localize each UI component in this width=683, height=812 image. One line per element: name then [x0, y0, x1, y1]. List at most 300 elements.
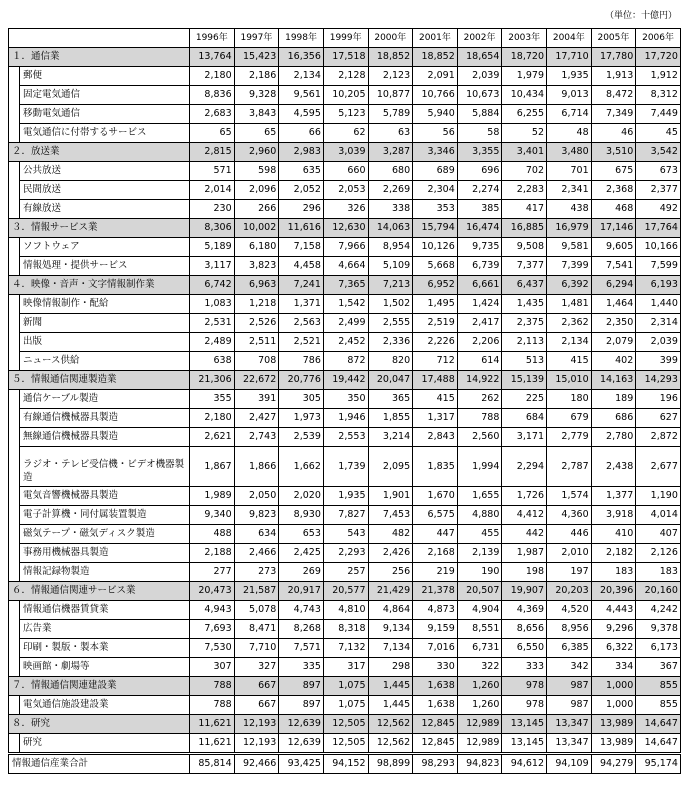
subcategory-row — [9, 105, 681, 124]
value-cell: 18,852 — [413, 48, 458, 67]
value-cell: 18,654 — [457, 48, 502, 67]
value-cell: 21,306 — [190, 371, 235, 390]
value-cell: 8,656 — [502, 620, 547, 639]
subcategory-row — [9, 333, 681, 352]
value-cell: 15,010 — [547, 371, 592, 390]
year-header: 2005年 — [591, 29, 636, 48]
year-header: 2000年 — [368, 29, 413, 48]
value-cell: 2,375 — [502, 314, 547, 333]
value-cell: 13,347 — [547, 734, 592, 754]
value-cell: 410 — [591, 525, 636, 544]
value-cell: 442 — [502, 525, 547, 544]
value-cell: 987 — [547, 677, 592, 696]
value-cell: 689 — [413, 162, 458, 181]
value-cell: 20,917 — [279, 582, 324, 601]
value-cell: 6,739 — [457, 257, 502, 276]
row-label: ３．情報サービス業 — [9, 219, 190, 238]
subcategory-row — [9, 238, 681, 257]
value-cell: 872 — [323, 352, 368, 371]
row-label: ４．映像・音声・文字情報制作業 — [9, 276, 190, 295]
category-row — [9, 582, 681, 601]
value-cell: 12,989 — [457, 715, 502, 734]
value-cell: 1,726 — [502, 487, 547, 506]
header-blank-cell — [9, 29, 190, 48]
value-cell: 269 — [279, 563, 324, 582]
value-cell: 5,123 — [323, 105, 368, 124]
value-cell: 6,742 — [190, 276, 235, 295]
value-cell: 3,287 — [368, 143, 413, 162]
value-cell: 14,163 — [591, 371, 636, 390]
value-cell: 468 — [591, 200, 636, 219]
value-cell: 298 — [368, 658, 413, 677]
value-cell: 1,260 — [457, 677, 502, 696]
value-cell: 8,318 — [323, 620, 368, 639]
value-cell: 2,539 — [279, 428, 324, 447]
value-cell: 614 — [457, 352, 502, 371]
category-row — [9, 48, 681, 67]
value-cell: 987 — [547, 696, 592, 715]
value-cell: 17,780 — [591, 48, 636, 67]
value-cell: 1,075 — [323, 696, 368, 715]
indent-cell — [9, 601, 20, 620]
value-cell: 820 — [368, 352, 413, 371]
subcategory-row — [9, 314, 681, 333]
value-cell: 2,126 — [636, 544, 681, 563]
value-cell: 13,764 — [190, 48, 235, 67]
value-cell: 45 — [636, 124, 681, 143]
row-label: 民間放送 — [20, 181, 190, 200]
value-cell: 190 — [457, 563, 502, 582]
subcategory-row — [9, 544, 681, 563]
row-label: 事務用機械器具製造 — [20, 544, 190, 563]
value-cell: 4,014 — [636, 506, 681, 525]
value-cell: 2,555 — [368, 314, 413, 333]
value-cell: 4,520 — [547, 601, 592, 620]
value-cell: 1,424 — [457, 295, 502, 314]
subcategory-row — [9, 620, 681, 639]
value-cell: 673 — [636, 162, 681, 181]
value-cell: 4,743 — [279, 601, 324, 620]
indent-cell — [9, 658, 20, 677]
value-cell: 14,293 — [636, 371, 681, 390]
value-cell: 1,190 — [636, 487, 681, 506]
value-cell: 7,349 — [591, 105, 636, 124]
value-cell: 12,505 — [323, 734, 368, 754]
category-row — [9, 219, 681, 238]
value-cell: 6,385 — [547, 639, 592, 658]
value-cell: 2,362 — [547, 314, 592, 333]
value-cell: 2,787 — [547, 447, 592, 487]
value-cell: 598 — [234, 162, 279, 181]
value-cell: 9,296 — [591, 620, 636, 639]
value-cell: 230 — [190, 200, 235, 219]
row-label: ラジオ・テレビ受信機・ビデオ機器製造 — [20, 447, 190, 487]
value-cell: 21,429 — [368, 582, 413, 601]
value-cell: 355 — [190, 390, 235, 409]
value-cell: 7,693 — [190, 620, 235, 639]
value-cell: 2,426 — [368, 544, 413, 563]
row-label: 電子計算機・同付属装置製造 — [20, 506, 190, 525]
value-cell: 335 — [279, 658, 324, 677]
year-header: 2002年 — [457, 29, 502, 48]
year-header: 2006年 — [636, 29, 681, 48]
value-cell: 788 — [190, 696, 235, 715]
row-label: ニュース供給 — [20, 352, 190, 371]
value-cell: 10,126 — [413, 238, 458, 257]
value-cell: 342 — [547, 658, 592, 677]
value-cell: 65 — [190, 124, 235, 143]
value-cell: 2,134 — [279, 67, 324, 86]
value-cell: 17,518 — [323, 48, 368, 67]
value-cell: 2,341 — [547, 181, 592, 200]
value-cell: 4,904 — [457, 601, 502, 620]
value-cell: 1,000 — [591, 696, 636, 715]
year-header: 1998年 — [279, 29, 324, 48]
value-cell: 17,720 — [636, 48, 681, 67]
subcategory-row — [9, 67, 681, 86]
value-cell: 266 — [234, 200, 279, 219]
value-cell: 2,960 — [234, 143, 279, 162]
value-cell: 180 — [547, 390, 592, 409]
value-cell: 1,670 — [413, 487, 458, 506]
value-cell: 3,039 — [323, 143, 368, 162]
row-label: 情報処理・提供サービス — [20, 257, 190, 276]
value-cell: 571 — [190, 162, 235, 181]
value-cell: 16,885 — [502, 219, 547, 238]
value-cell: 8,836 — [190, 86, 235, 105]
subcategory-row — [9, 181, 681, 200]
row-label: 新聞 — [20, 314, 190, 333]
value-cell: 7,134 — [368, 639, 413, 658]
value-cell: 98,293 — [413, 754, 458, 774]
value-cell: 85,814 — [190, 754, 235, 774]
value-cell: 338 — [368, 200, 413, 219]
row-label: 出版 — [20, 333, 190, 352]
value-cell: 94,823 — [457, 754, 502, 774]
value-cell: 712 — [413, 352, 458, 371]
value-cell: 367 — [636, 658, 681, 677]
category-row — [9, 715, 681, 734]
value-cell: 2,526 — [234, 314, 279, 333]
value-cell: 2,780 — [591, 428, 636, 447]
value-cell: 62 — [323, 124, 368, 143]
value-cell: 667 — [234, 677, 279, 696]
row-label: 磁気テープ・磁気ディスク製造 — [20, 525, 190, 544]
value-cell: 5,940 — [413, 105, 458, 124]
value-cell: 277 — [190, 563, 235, 582]
value-cell: 3,823 — [234, 257, 279, 276]
value-cell: 21,378 — [413, 582, 458, 601]
value-cell: 402 — [591, 352, 636, 371]
value-cell: 225 — [502, 390, 547, 409]
value-cell: 2,186 — [234, 67, 279, 86]
value-cell: 407 — [636, 525, 681, 544]
value-cell: 12,989 — [457, 734, 502, 754]
value-cell: 7,241 — [279, 276, 324, 295]
value-cell: 94,152 — [323, 754, 368, 774]
value-cell: 2,014 — [190, 181, 235, 200]
value-cell: 978 — [502, 677, 547, 696]
value-cell: 2,438 — [591, 447, 636, 487]
subcategory-row — [9, 162, 681, 181]
value-cell: 20,396 — [591, 582, 636, 601]
value-cell: 438 — [547, 200, 592, 219]
value-cell: 446 — [547, 525, 592, 544]
value-cell: 22,672 — [234, 371, 279, 390]
value-cell: 12,639 — [279, 734, 324, 754]
row-label: 情報通信機器賃貸業 — [20, 601, 190, 620]
value-cell: 183 — [591, 563, 636, 582]
value-cell: 196 — [636, 390, 681, 409]
subcategory-row — [9, 428, 681, 447]
category-row — [9, 677, 681, 696]
row-label: 電気通信に付帯するサービス — [20, 124, 190, 143]
industry-output-table — [8, 28, 681, 774]
subcategory-row — [9, 658, 681, 677]
value-cell: 20,160 — [636, 582, 681, 601]
header-row — [9, 29, 681, 48]
value-cell: 2,283 — [502, 181, 547, 200]
value-cell: 417 — [502, 200, 547, 219]
value-cell: 94,612 — [502, 754, 547, 774]
value-cell: 9,561 — [279, 86, 324, 105]
value-cell: 322 — [457, 658, 502, 677]
value-cell: 2,336 — [368, 333, 413, 352]
value-cell: 653 — [279, 525, 324, 544]
value-cell: 2,269 — [368, 181, 413, 200]
row-label: 通信ケーブル製造 — [20, 390, 190, 409]
value-cell: 13,347 — [547, 715, 592, 734]
value-cell: 2,274 — [457, 181, 502, 200]
value-cell: 482 — [368, 525, 413, 544]
value-cell: 1,855 — [368, 409, 413, 428]
value-cell: 7,966 — [323, 238, 368, 257]
value-cell: 1,218 — [234, 295, 279, 314]
value-cell: 17,146 — [591, 219, 636, 238]
value-cell: 15,423 — [234, 48, 279, 67]
value-cell: 2,621 — [190, 428, 235, 447]
subcategory-row — [9, 447, 681, 487]
value-cell: 2,039 — [636, 333, 681, 352]
value-cell: 257 — [323, 563, 368, 582]
value-cell: 20,577 — [323, 582, 368, 601]
value-cell: 197 — [547, 563, 592, 582]
value-cell: 16,979 — [547, 219, 592, 238]
value-cell: 14,922 — [457, 371, 502, 390]
value-cell: 20,203 — [547, 582, 592, 601]
value-cell: 9,378 — [636, 620, 681, 639]
value-cell: 9,159 — [413, 620, 458, 639]
value-cell: 2,683 — [190, 105, 235, 124]
value-cell: 7,132 — [323, 639, 368, 658]
value-cell: 14,063 — [368, 219, 413, 238]
value-cell: 4,810 — [323, 601, 368, 620]
value-cell: 94,279 — [591, 754, 636, 774]
value-cell: 330 — [413, 658, 458, 677]
value-cell: 2,815 — [190, 143, 235, 162]
value-cell: 488 — [190, 525, 235, 544]
row-label: 有線通信機械器具製造 — [20, 409, 190, 428]
value-cell: 1,638 — [413, 677, 458, 696]
value-cell: 2,872 — [636, 428, 681, 447]
value-cell: 6,255 — [502, 105, 547, 124]
value-cell: 6,193 — [636, 276, 681, 295]
value-cell: 7,453 — [368, 506, 413, 525]
value-cell: 680 — [368, 162, 413, 181]
value-cell: 1,481 — [547, 295, 592, 314]
value-cell: 8,956 — [547, 620, 592, 639]
value-cell: 2,096 — [234, 181, 279, 200]
value-cell: 307 — [190, 658, 235, 677]
value-cell: 296 — [279, 200, 324, 219]
indent-cell — [9, 487, 20, 506]
value-cell: 5,789 — [368, 105, 413, 124]
value-cell: 1,989 — [190, 487, 235, 506]
indent-cell — [9, 333, 20, 352]
value-cell: 15,139 — [502, 371, 547, 390]
value-cell: 4,880 — [457, 506, 502, 525]
value-cell: 8,472 — [591, 86, 636, 105]
value-cell: 2,499 — [323, 314, 368, 333]
value-cell: 2,128 — [323, 67, 368, 86]
value-cell: 2,521 — [279, 333, 324, 352]
value-cell: 2,511 — [234, 333, 279, 352]
value-cell: 2,113 — [502, 333, 547, 352]
value-cell: 2,010 — [547, 544, 592, 563]
row-label: 印刷・製版・製本業 — [20, 639, 190, 658]
value-cell: 7,541 — [591, 257, 636, 276]
value-cell: 634 — [234, 525, 279, 544]
value-cell: 1,317 — [413, 409, 458, 428]
value-cell: 2,843 — [413, 428, 458, 447]
value-cell: 5,884 — [457, 105, 502, 124]
value-cell: 12,845 — [413, 715, 458, 734]
indent-cell — [9, 696, 20, 715]
indent-cell — [9, 409, 20, 428]
value-cell: 4,458 — [279, 257, 324, 276]
value-cell: 10,205 — [323, 86, 368, 105]
value-cell: 63 — [368, 124, 413, 143]
value-cell: 2,168 — [413, 544, 458, 563]
value-cell: 4,360 — [547, 506, 592, 525]
value-cell: 11,621 — [190, 715, 235, 734]
value-cell: 5,109 — [368, 257, 413, 276]
value-cell: 353 — [413, 200, 458, 219]
value-cell: 19,442 — [323, 371, 368, 390]
value-cell: 9,735 — [457, 238, 502, 257]
indent-cell — [9, 734, 20, 754]
table-body — [9, 48, 681, 774]
value-cell: 2,226 — [413, 333, 458, 352]
value-cell: 65 — [234, 124, 279, 143]
indent-cell — [9, 390, 20, 409]
row-label: 公共放送 — [20, 162, 190, 181]
subcategory-row — [9, 86, 681, 105]
value-cell: 6,714 — [547, 105, 592, 124]
value-cell: 2,452 — [323, 333, 368, 352]
value-cell: 543 — [323, 525, 368, 544]
value-cell: 94,109 — [547, 754, 592, 774]
value-cell: 6,392 — [547, 276, 592, 295]
value-cell: 897 — [279, 677, 324, 696]
indent-cell — [9, 352, 20, 371]
value-cell: 9,581 — [547, 238, 592, 257]
value-cell: 8,954 — [368, 238, 413, 257]
row-label: １．通信業 — [9, 48, 190, 67]
value-cell: 7,599 — [636, 257, 681, 276]
value-cell: 1,000 — [591, 677, 636, 696]
value-cell: 4,412 — [502, 506, 547, 525]
subcategory-row — [9, 601, 681, 620]
value-cell: 415 — [547, 352, 592, 371]
row-label: 研究 — [20, 734, 190, 754]
value-cell: 365 — [368, 390, 413, 409]
value-cell: 686 — [591, 409, 636, 428]
value-cell: 855 — [636, 677, 681, 696]
value-cell: 4,443 — [591, 601, 636, 620]
value-cell: 13,989 — [591, 734, 636, 754]
value-cell: 3,510 — [591, 143, 636, 162]
value-cell: 679 — [547, 409, 592, 428]
value-cell: 20,507 — [457, 582, 502, 601]
value-cell: 10,766 — [413, 86, 458, 105]
indent-cell — [9, 200, 20, 219]
value-cell: 2,095 — [368, 447, 413, 487]
row-label: 広告業 — [20, 620, 190, 639]
value-cell: 2,139 — [457, 544, 502, 563]
row-label: 移動電気通信 — [20, 105, 190, 124]
value-cell: 18,852 — [368, 48, 413, 67]
value-cell: 183 — [636, 563, 681, 582]
value-cell: 2,304 — [413, 181, 458, 200]
value-cell: 9,013 — [547, 86, 592, 105]
value-cell: 5,189 — [190, 238, 235, 257]
value-cell: 2,182 — [591, 544, 636, 563]
value-cell: 12,630 — [323, 219, 368, 238]
value-cell: 20,473 — [190, 582, 235, 601]
value-cell: 1,445 — [368, 696, 413, 715]
value-cell: 627 — [636, 409, 681, 428]
value-cell: 9,508 — [502, 238, 547, 257]
value-cell: 2,368 — [591, 181, 636, 200]
value-cell: 6,173 — [636, 639, 681, 658]
value-cell: 1,260 — [457, 696, 502, 715]
value-cell: 513 — [502, 352, 547, 371]
value-cell: 897 — [279, 696, 324, 715]
value-cell: 2,314 — [636, 314, 681, 333]
value-cell: 708 — [234, 352, 279, 371]
value-cell: 12,505 — [323, 715, 368, 734]
value-cell: 3,542 — [636, 143, 681, 162]
value-cell: 2,206 — [457, 333, 502, 352]
value-cell: 11,616 — [279, 219, 324, 238]
indent-cell — [9, 162, 20, 181]
value-cell: 5,078 — [234, 601, 279, 620]
value-cell: 3,401 — [502, 143, 547, 162]
value-cell: 1,973 — [279, 409, 324, 428]
value-cell: 3,214 — [368, 428, 413, 447]
value-cell: 391 — [234, 390, 279, 409]
value-cell: 3,171 — [502, 428, 547, 447]
value-cell: 4,242 — [636, 601, 681, 620]
indent-cell — [9, 428, 20, 447]
value-cell: 1,901 — [368, 487, 413, 506]
value-cell: 12,639 — [279, 715, 324, 734]
value-cell: 447 — [413, 525, 458, 544]
row-label: 情報記録物製造 — [20, 563, 190, 582]
value-cell: 1,495 — [413, 295, 458, 314]
value-cell: 2,519 — [413, 314, 458, 333]
